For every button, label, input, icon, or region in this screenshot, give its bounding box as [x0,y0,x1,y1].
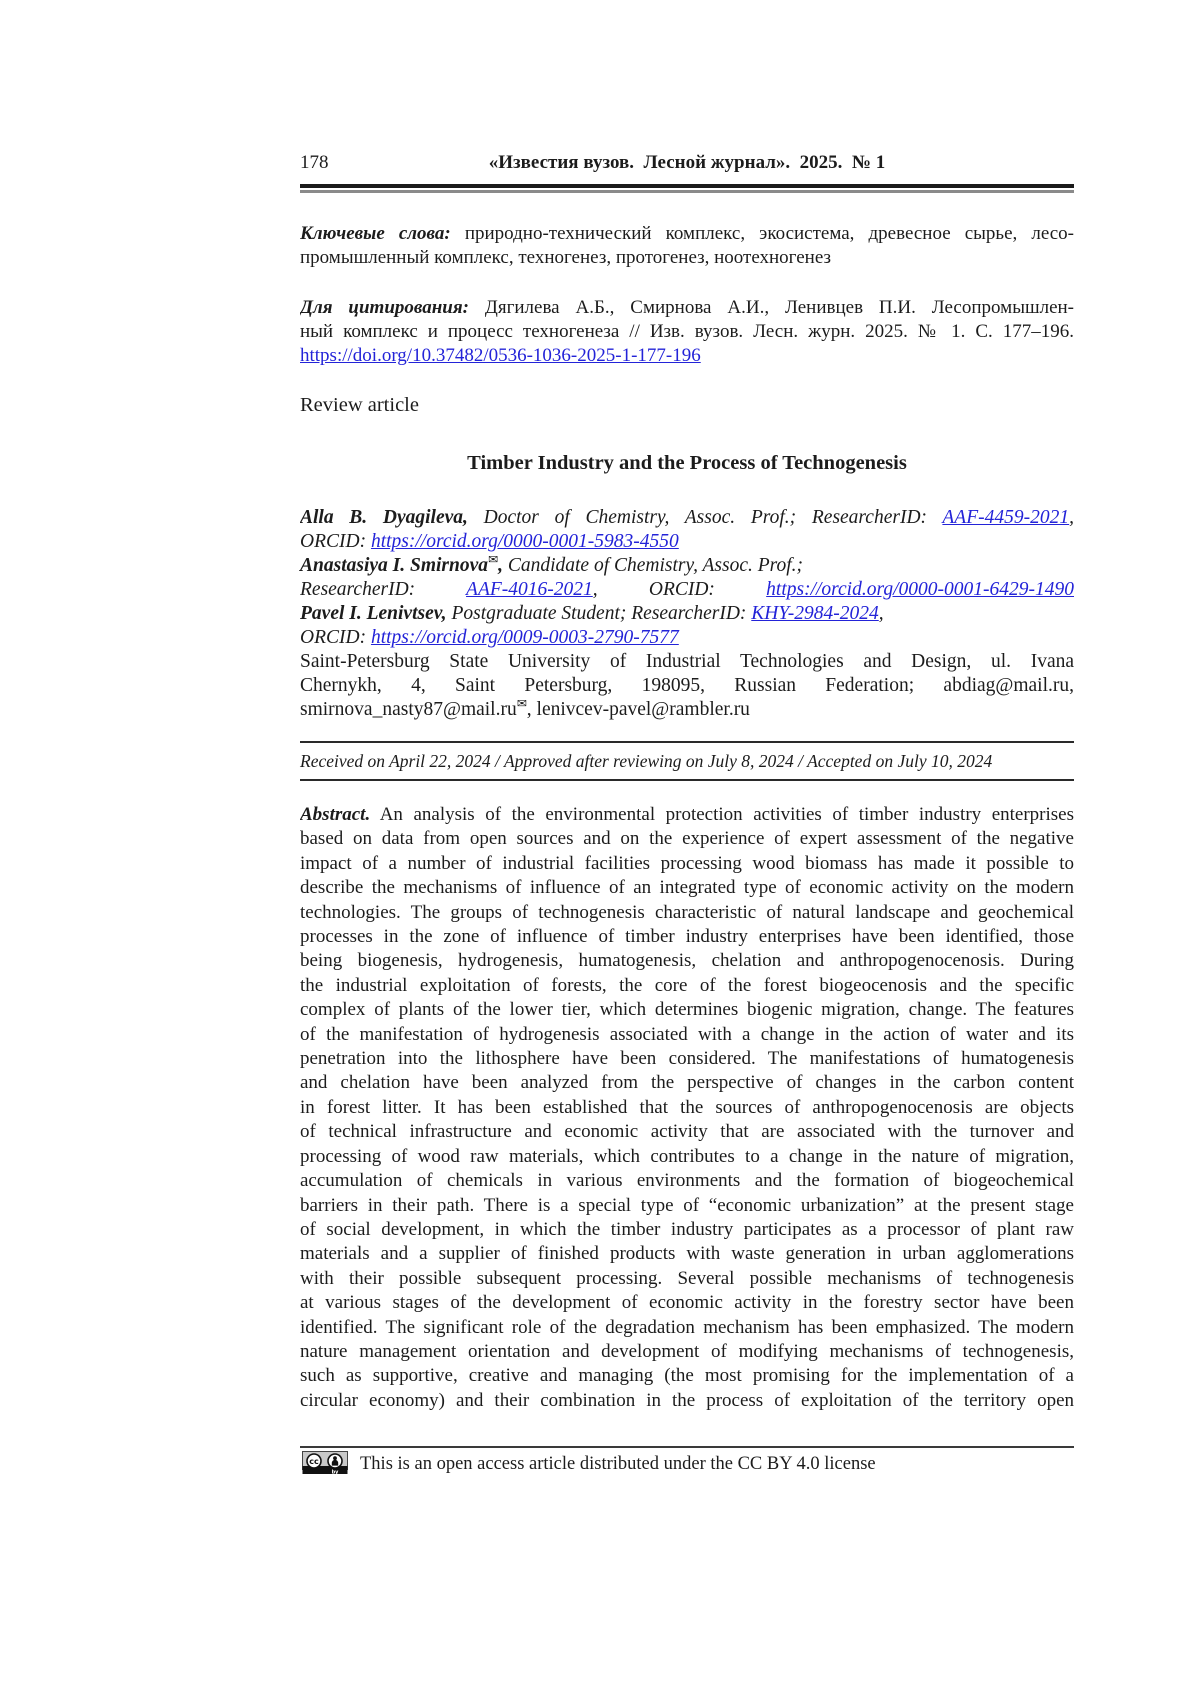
svg-text:by: by [331,1469,339,1475]
footer-rule [300,1446,1074,1448]
dates-line: Received on April 22, 2024 / Approved after reviewing on July 8, 2024 / Accepted on July 10, 2024 [300,751,993,771]
orcid-line-dyagileva [300,530,1074,554]
abstract-line: being biogenesis, hydrogenesis, humatogenesis, chelation and anthropogenocenosis. During [300,950,1074,972]
abstract-line: technologies. The groups of technogenesis characteristic of natural landscape and geochemical [300,901,1074,923]
abstract-line: processing of wood raw materials, which contributes to a change in the nature of migration, [300,1145,1074,1167]
corresponding-email-icon: ✉ [516,696,527,711]
citation-block [300,296,1074,368]
dates-rule-top [300,741,1074,743]
abstract-line: of the manifestation of hydrogenesis associated with a change in the action of water and its [300,1023,1074,1045]
abstract-line: impact of a number of industrial facilities processing wood biomass has made it possible to [300,852,1074,874]
abstract-line: processes in the zone of influence of timber industry enterprises have been identified, those [300,926,1074,948]
author-name-comma: , [498,555,503,576]
svg-text:cc: cc [309,1457,319,1466]
author-degree-dyagileva: Doctor of Chemistry, Assoc. Prof.; ResearcherID: [483,507,928,528]
abstract-line: and chelation have been analyzed from the perspective of changes in the carbon content [300,1072,1074,1094]
abstract-line: of social development, in which the timber industry participates as a processor of plant raw [300,1218,1074,1240]
author-line-smirnova [300,554,1074,578]
abstract-line: describe the mechanisms of influence of an integrated type of economic activity on the modern [300,877,1074,899]
citation-doi-line [300,344,1074,368]
affiliation-email: smirnova_nasty87@mail.ru [300,699,517,720]
dates-rule-bottom [300,779,1074,781]
keywords-label: Ключевые слова: [300,223,451,244]
affiliation-email-2: , lenivcev-pavel@rambler.ru [526,699,750,720]
header-rule-thick [300,184,1074,188]
researcherid-link-dyagileva[interactable]: AAF-4459-2021 [942,507,1070,528]
abstract-line: such as supportive, creative and managing (the most promising for the implementation of a [300,1365,1074,1387]
orcid-label-smirnova: , ORCID: [592,579,715,600]
author-line-tail: , [1069,507,1074,528]
orcid-link-dyagileva[interactable]: https://orcid.org/0000-0001-5983-4550 [370,531,679,552]
keywords-block [300,222,1074,270]
affiliation-line-1: Saint-Petersburg State University of Industrial Technologies and Design, ul. Ivana [300,651,1074,672]
orcid-label: ORCID: [300,531,367,552]
author-line-tail-2: , [878,603,884,624]
cc-by-badge-icon [302,1451,348,1475]
article-title: Timber Industry and the Process of Technogenesis [467,452,907,474]
abstract-line-first [300,803,1074,827]
author-degree-smirnova: Candidate of Chemistry, Assoc. Prof.; [507,555,804,576]
keywords-text-1: природно-технический комплекс, экосистема, древесное сырье, лесо- [464,223,1074,244]
abstract-line: accumulation of chemicals in various environments and the formation of biogeochemical [300,1170,1074,1192]
license-text: This is an open access article distributed under the CC BY 4.0 license [360,1454,876,1474]
orcid-line-lenivtsev [300,626,1074,650]
abstract-line: the industrial exploitation of forests, the core of the forest biogeocenosis and the specific [300,974,1074,996]
researcherid-link-smirnova[interactable]: AAF-4016-2021 [466,579,593,600]
author-degree-lenivtsev: Postgraduate Student; ResearcherID: [451,603,747,624]
abstract-line: materials and a supplier of finished products with waste generation in urban agglomerations [300,1243,1074,1265]
abstract-line: circular economy) and their combination in the process of exploitation of the territory open [300,1389,1074,1411]
citation-line-1 [300,296,1074,320]
abstract-block [300,803,1074,1413]
doi-link[interactable]: https://doi.org/10.37482/0536-1036-2025-1-177-196 [300,345,701,366]
affiliation-line-2: Chernykh, 4, Saint Petersburg, 198095, Russian Federation; abdiag@mail.ru, [300,675,1074,696]
abstract-line: penetration into the lithosphere have been considered. The manifestations of humatogenesis [300,1048,1074,1070]
author-name-smirnova: Anastasiya I. Smirnova [300,555,489,576]
authors-block [300,506,1074,722]
keywords-line-1 [300,222,1074,246]
researcherid-label: ResearcherID: [300,579,416,600]
ids-line-smirnova [300,578,1074,602]
author-name-dyagileva: Alla B. Dyagileva, [300,507,468,528]
orcid-link-lenivtsev[interactable]: https://orcid.org/0009-0003-2790-7577 [370,627,679,648]
journal-header: «Известия вузов. Лесной журнал». 2025. № 1 [488,152,886,173]
abstract-line: at various stages of the development of economic activity in the forestry sector have been [300,1292,1074,1314]
header-rule-thin [300,190,1074,193]
author-line-dyagileva [300,506,1074,530]
affiliation-line-3 [300,698,1074,722]
abstract-line: in forest litter. It has been established that the sources of anthropogenocenosis are objects [300,1096,1074,1118]
abstract-line: barriers in their path. There is a special type of “economic urbanization” at the present stage [300,1194,1074,1216]
citation-label: Для цитирования: [300,297,469,318]
citation-line-2: ный комплекс и процесс техногенеза // Изв. вузов. Лесн. журн. 2025. № 1. С. 177–196. [300,321,1074,342]
abstract-line: with their possible subsequent processing. Several possible mechanisms of technogenesis [300,1267,1074,1289]
page-number: 178 [300,152,329,173]
abstract-label: Abstract. [300,804,371,825]
abstract-line: complex of plants of the lower tier, which determines biogenic migration, change. The features [300,999,1074,1021]
abstract-line: based on data from open sources and on the experience of expert assessment of the negative [300,828,1074,850]
abstract-line: identified. The significant role of the degradation mechanism has been emphasized. The modern [300,1316,1074,1338]
orcid-label-2: ORCID: [300,627,367,648]
corresponding-author-icon: ✉ [488,552,499,567]
researcherid-link-lenivtsev[interactable]: KHY-2984-2024 [751,603,879,624]
abstract-line: nature management orientation and development of modifying mechanisms of technogenesis, [300,1340,1074,1362]
abstract-line: of technical infrastructure and economic activity that are associated with the turnover and [300,1121,1074,1143]
citation-text-1: Дягилева А.Б., Смирнова А.И., Ленивцев П.И. Лесопромышлен- [484,297,1074,318]
article-type: Review article [300,394,419,416]
keywords-line-2: промышленный комплекс, техногенез, протогенез, ноотехногенез [300,247,831,268]
author-line-lenivtsev [300,602,1074,626]
author-name-lenivtsev: Pavel I. Lenivtsev, [300,603,447,624]
abstract-lines [300,827,1074,1413]
abstract-first-text: An analysis of the environmental protection activities of timber industry enterprises [379,804,1074,825]
orcid-link-smirnova[interactable]: https://orcid.org/0000-0001-6429-1490 [766,579,1074,600]
